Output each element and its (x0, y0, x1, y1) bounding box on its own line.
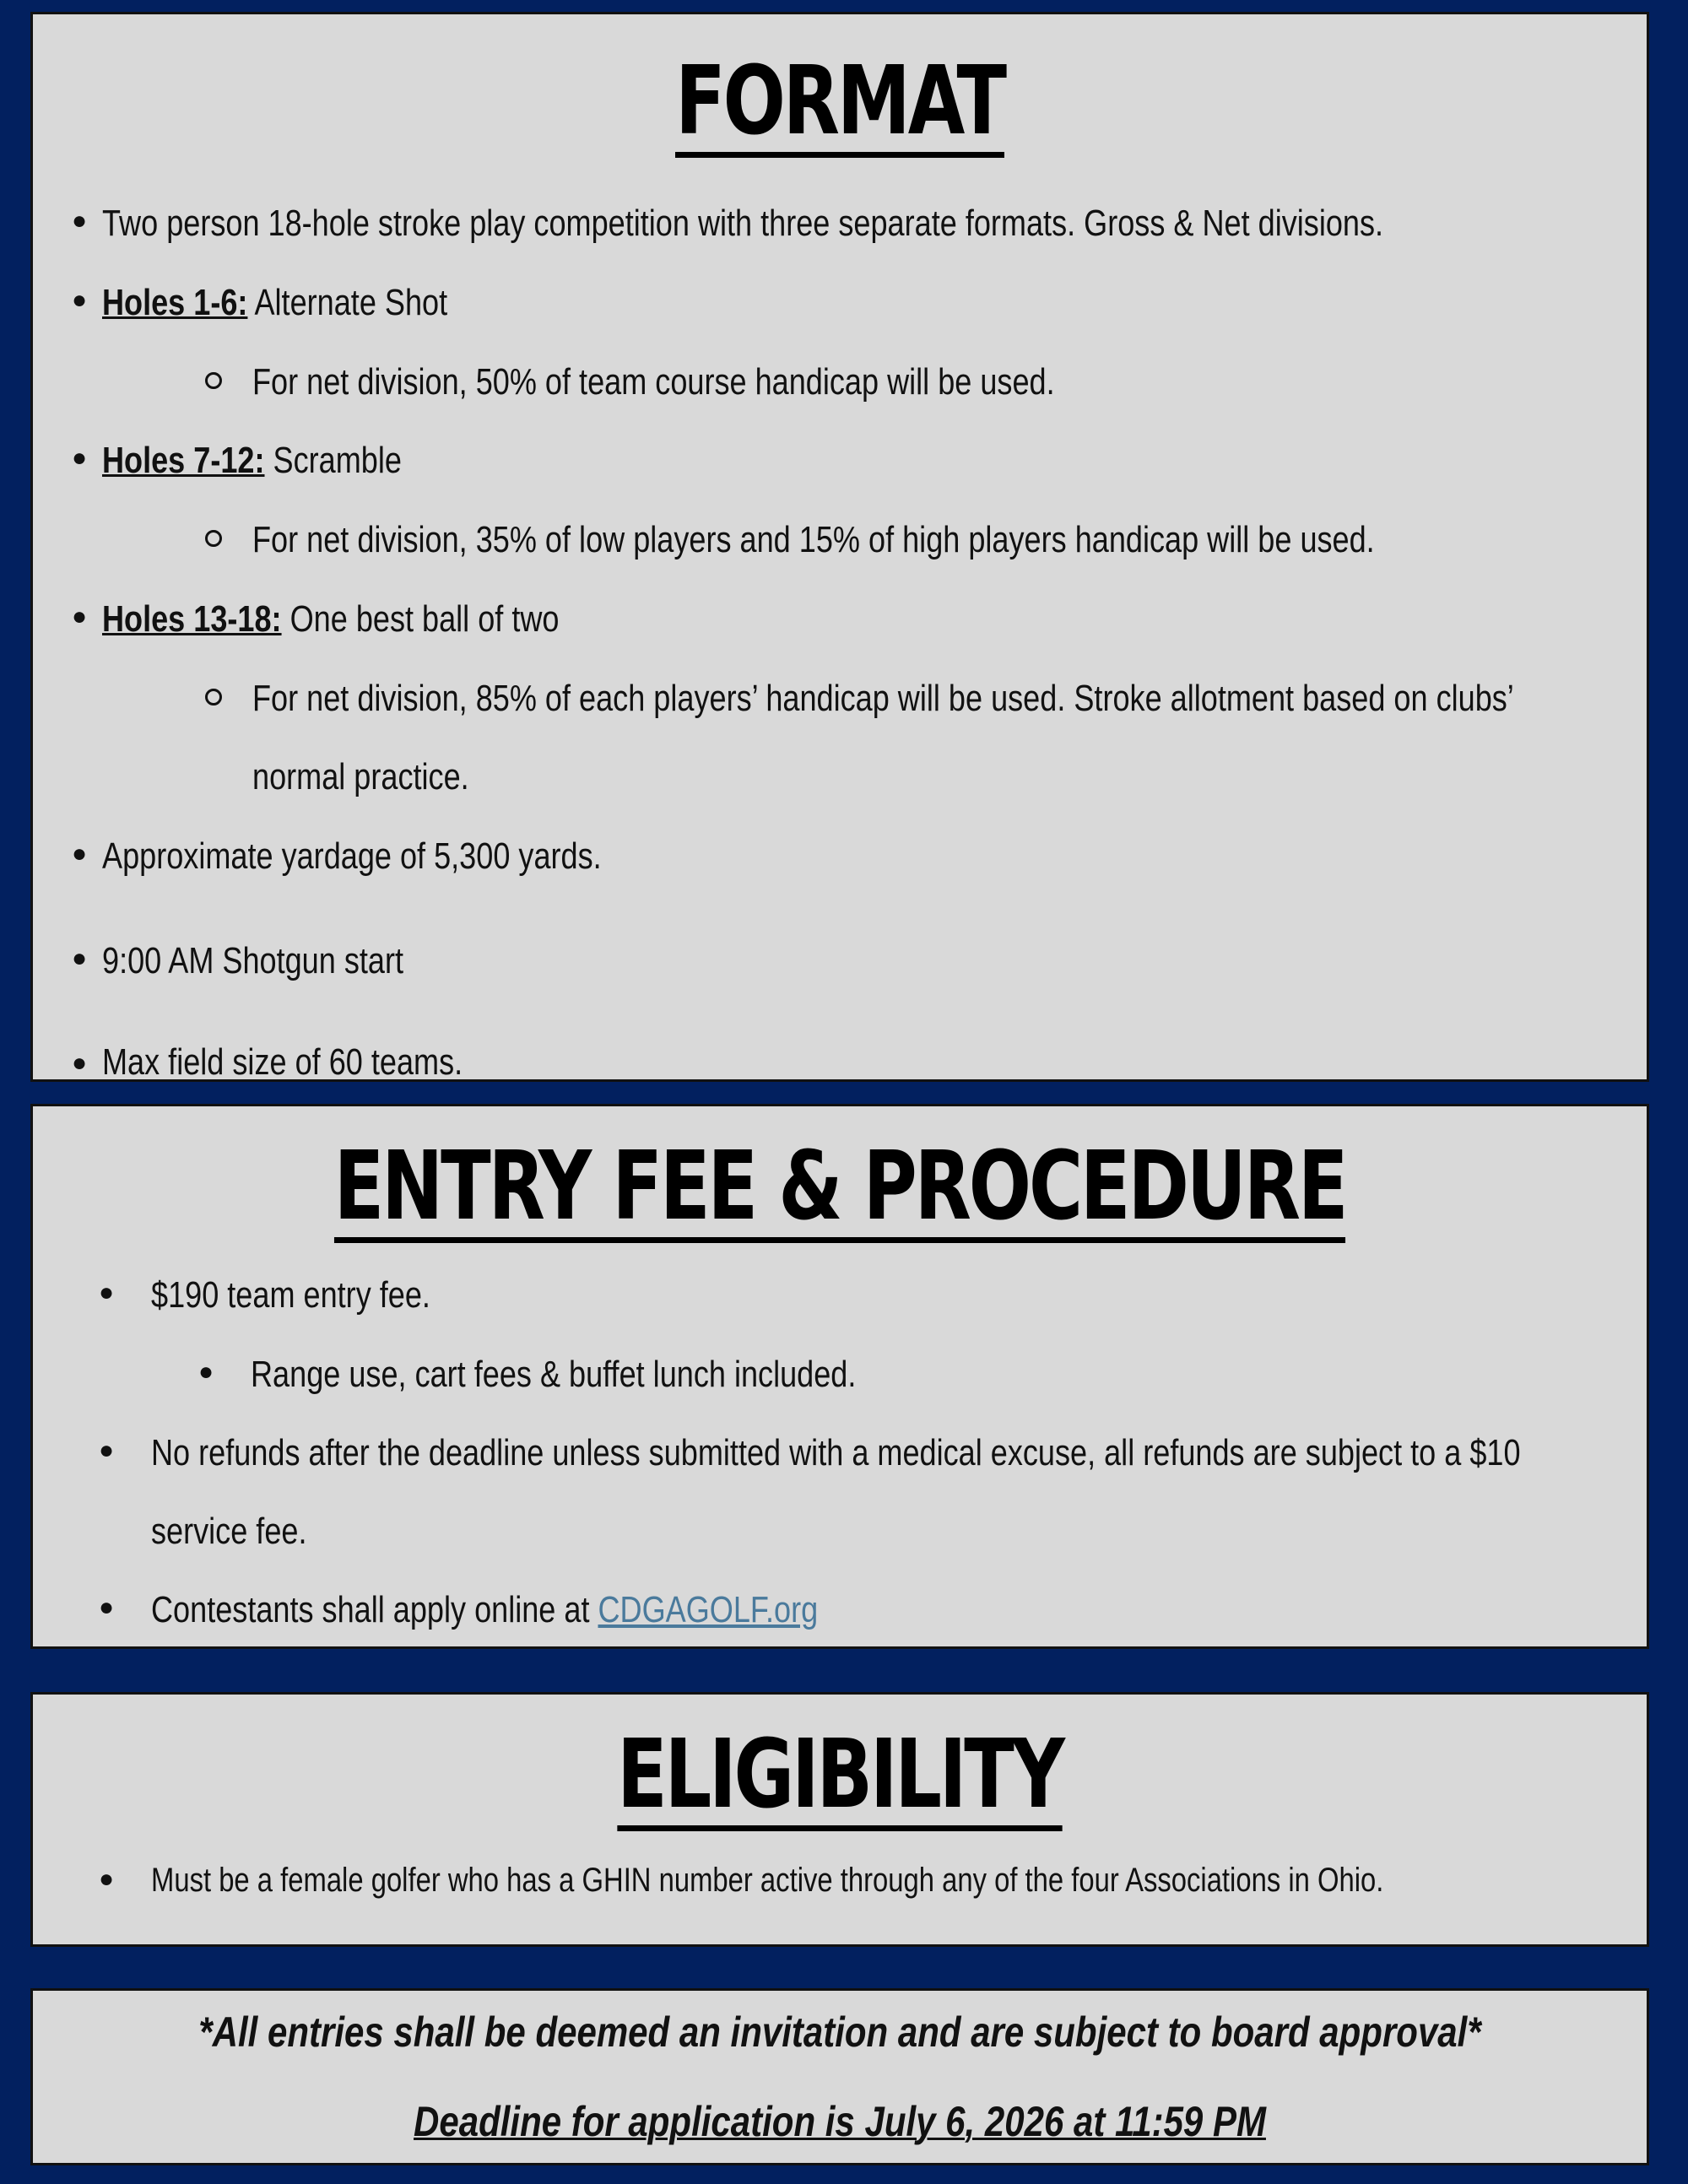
format-panel (30, 12, 1649, 1082)
holes-1-6-label: Holes 1-6: (102, 282, 248, 323)
format-heading (210, 46, 1469, 158)
eligibility-text: Must be a female golfer who has a GHIN number active through any of the four Associations in Ohio. (151, 1862, 1384, 1899)
invitation-note: *All entries shall be deemed an invitation and are subject to board approval* (198, 2008, 1481, 2056)
entry-heading (210, 1132, 1469, 1243)
bullet-icon: ● (72, 207, 88, 235)
entry-apply (151, 1587, 818, 1634)
circle-bullet-icon (205, 530, 222, 547)
bullet-icon: ● (99, 1436, 115, 1464)
notes-panel (30, 1988, 1649, 2165)
circle-bullet-icon (205, 689, 222, 705)
entry-title: ENTRY FEE & PROCEDURE (333, 1132, 1346, 1241)
eligibility-heading (210, 1720, 1469, 1831)
format-holes-7-12-sub: For net division, 35% of low players and 15% of high players handicap will be used. (252, 519, 1375, 560)
entry-refund-line1: No refunds after the deadline unless submitted with a medical excuse, all refunds are subject to a $10 (151, 1432, 1521, 1473)
bullet-icon: ● (72, 840, 88, 868)
holes-7-12-label: Holes 7-12: (102, 440, 265, 481)
format-holes-1-6 (102, 279, 447, 327)
format-holes-13-18 (102, 596, 559, 643)
bullet-icon: ● (72, 1049, 88, 1077)
format-holes-7-12 (102, 437, 402, 484)
format-start: 9:00 AM Shotgun start (102, 940, 404, 981)
entry-fee: $190 team entry fee. (151, 1274, 430, 1316)
bullet-icon: ● (99, 1593, 115, 1621)
format-holes-13-18-sub-line2: normal practice. (252, 756, 469, 797)
entry-fee-sub: Range use, cart fees & buffet lunch included. (251, 1354, 857, 1395)
holes-13-18-label: Holes 13-18: (102, 598, 282, 640)
bullet-icon: ● (198, 1358, 214, 1386)
format-title: FORMAT (675, 46, 1004, 156)
circle-bullet-icon (205, 372, 222, 389)
holes-13-18-text: One best ball of two (281, 598, 560, 640)
bullet-icon: ● (72, 286, 88, 314)
bullet-icon: ● (72, 944, 88, 972)
deadline-note (162, 2097, 1518, 2146)
apply-text: Contestants shall apply online at (151, 1589, 598, 1630)
format-yardage: Approximate yardage of 5,300 yards. (102, 835, 602, 877)
format-holes-1-6-sub: For net division, 50% of team course handicap will be used. (252, 361, 1055, 403)
format-field: Max field size of 60 teams. (102, 1041, 463, 1083)
bullet-icon: ● (99, 1865, 115, 1893)
bullet-icon: ● (99, 1279, 115, 1306)
eligibility-panel (30, 1692, 1649, 1947)
eligibility-title: ELIGIBILITY (617, 1720, 1063, 1830)
format-holes-13-18-sub-line1: For net division, 85% of each players’ handicap will be used. Stroke allotment based on clubs’ (252, 678, 1514, 719)
format-intro: Two person 18-hole stroke play competition with three separate formats. Gross & Net divisions. (102, 203, 1384, 244)
cdgagolf-link[interactable]: CDGAGOLF.org (598, 1589, 819, 1630)
bullet-icon: ● (72, 444, 88, 472)
holes-1-6-text: Alternate Shot (247, 282, 448, 323)
deadline-text: Deadline for application is July 6, 2026 at 11:59 PM (414, 2098, 1266, 2145)
holes-7-12-text: Scramble (264, 440, 402, 481)
bullet-icon: ● (72, 603, 88, 630)
entry-fee-panel (30, 1104, 1649, 1649)
entry-refund-line2: service fee. (151, 1511, 307, 1552)
